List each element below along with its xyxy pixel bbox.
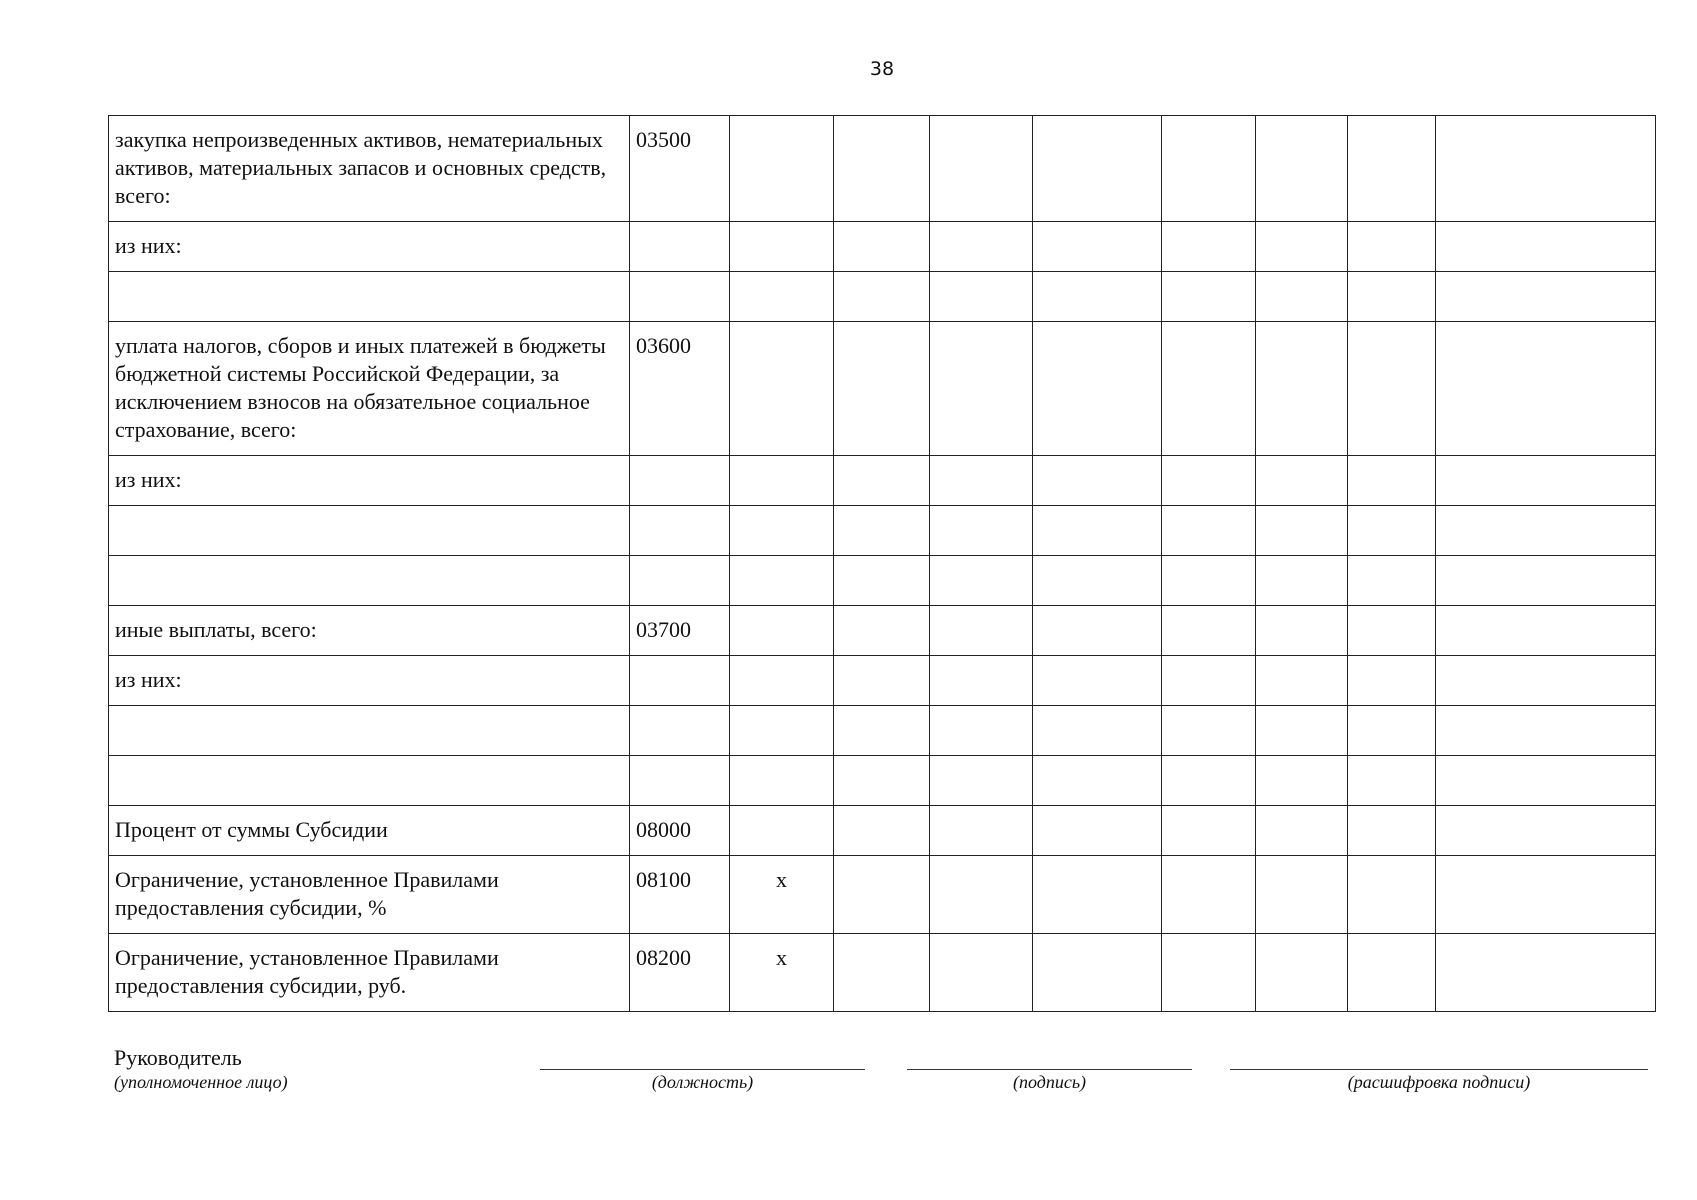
table-cell bbox=[834, 456, 930, 506]
table-cell bbox=[1348, 272, 1436, 322]
table-cell bbox=[1033, 322, 1162, 456]
row-code bbox=[630, 222, 730, 272]
table-cell bbox=[1348, 806, 1436, 856]
table-row bbox=[109, 606, 1656, 656]
table-cell bbox=[1033, 606, 1162, 656]
table-cell bbox=[1033, 934, 1162, 1012]
table-cell bbox=[1256, 756, 1348, 806]
row-cell-3 bbox=[730, 116, 834, 222]
table-cell bbox=[1348, 222, 1436, 272]
table-cell bbox=[1033, 856, 1162, 934]
table-cell bbox=[1033, 456, 1162, 506]
table-cell bbox=[1256, 116, 1348, 222]
table-cell bbox=[1162, 656, 1256, 706]
table-cell bbox=[930, 556, 1033, 606]
row-code bbox=[630, 556, 730, 606]
table-cell bbox=[1436, 456, 1656, 506]
table-cell bbox=[1256, 656, 1348, 706]
table-cell bbox=[1162, 456, 1256, 506]
table-cell bbox=[1436, 116, 1656, 222]
row-cell-3 bbox=[730, 806, 834, 856]
table-cell bbox=[1162, 272, 1256, 322]
row-cell-3 bbox=[730, 556, 834, 606]
row-cell-3 bbox=[730, 706, 834, 756]
table-cell bbox=[1162, 856, 1256, 934]
table-cell bbox=[1348, 116, 1436, 222]
table-cell bbox=[930, 272, 1033, 322]
table-cell bbox=[834, 116, 930, 222]
row-label bbox=[109, 272, 630, 322]
signature-block bbox=[0, 1045, 1697, 1105]
table-cell bbox=[1348, 856, 1436, 934]
table-cell bbox=[834, 706, 930, 756]
table-cell bbox=[834, 606, 930, 656]
decoding-line[interactable] bbox=[1230, 1069, 1648, 1070]
signature-line[interactable] bbox=[907, 1069, 1192, 1070]
row-code: 03700 bbox=[630, 606, 730, 656]
table-cell bbox=[1162, 756, 1256, 806]
table-cell bbox=[1436, 556, 1656, 606]
table-cell bbox=[834, 506, 930, 556]
table-cell bbox=[1162, 556, 1256, 606]
table-cell bbox=[1162, 222, 1256, 272]
table-cell bbox=[834, 322, 930, 456]
row-cell-3 bbox=[730, 756, 834, 806]
table-cell bbox=[834, 756, 930, 806]
row-label: Процент от суммы Субсидии bbox=[109, 806, 630, 856]
table-cell bbox=[930, 116, 1033, 222]
table-row bbox=[109, 706, 1656, 756]
table-cell bbox=[1436, 856, 1656, 934]
row-label: Ограничение, установленное Правилами предоставления субсидии, руб. bbox=[109, 934, 630, 1012]
table-cell bbox=[1436, 272, 1656, 322]
row-label: закупка непроизведенных активов, нематериальных активов, материальных запасов и основных средств, всего: bbox=[109, 116, 630, 222]
table-cell bbox=[930, 222, 1033, 272]
table-row bbox=[109, 456, 1656, 506]
table-cell bbox=[1436, 506, 1656, 556]
row-cell-3 bbox=[730, 456, 834, 506]
row-code bbox=[630, 656, 730, 706]
table-cell bbox=[930, 506, 1033, 556]
table-cell bbox=[1033, 506, 1162, 556]
table-cell bbox=[1348, 934, 1436, 1012]
row-label bbox=[109, 556, 630, 606]
table-row bbox=[109, 506, 1656, 556]
table-row bbox=[109, 556, 1656, 606]
table-row bbox=[109, 934, 1656, 1012]
table-cell bbox=[1436, 934, 1656, 1012]
table-row bbox=[109, 806, 1656, 856]
row-cell-3 bbox=[730, 272, 834, 322]
row-label: уплата налогов, сборов и иных платежей в бюджеты бюджетной системы Российской Федерации, за исключением взносов на обязательное социальное страхование, всего: bbox=[109, 322, 630, 456]
table-cell bbox=[1436, 756, 1656, 806]
position-caption: (должность) bbox=[651, 1072, 754, 1092]
table-cell bbox=[1162, 116, 1256, 222]
table-cell bbox=[1436, 706, 1656, 756]
table-cell bbox=[1348, 756, 1436, 806]
table-cell bbox=[930, 606, 1033, 656]
table-cell bbox=[1256, 706, 1348, 756]
row-label bbox=[109, 706, 630, 756]
row-cell-3: x bbox=[730, 934, 834, 1012]
table-cell bbox=[1162, 934, 1256, 1012]
table-cell bbox=[834, 934, 930, 1012]
table-cell bbox=[1033, 656, 1162, 706]
row-cell-3: x bbox=[730, 856, 834, 934]
table-row bbox=[109, 656, 1656, 706]
table-cell bbox=[1162, 706, 1256, 756]
table-cell bbox=[1162, 506, 1256, 556]
table-cell bbox=[1256, 606, 1348, 656]
table-cell bbox=[1436, 806, 1656, 856]
row-code: 08100 bbox=[630, 856, 730, 934]
table-row bbox=[109, 272, 1656, 322]
row-code: 03500 bbox=[630, 116, 730, 222]
table-cell bbox=[1033, 756, 1162, 806]
table-cell bbox=[834, 656, 930, 706]
table-cell bbox=[1033, 556, 1162, 606]
table-cell bbox=[1348, 322, 1436, 456]
table-cell bbox=[1256, 934, 1348, 1012]
table-cell bbox=[1256, 806, 1348, 856]
table-cell bbox=[1256, 456, 1348, 506]
table-cell bbox=[1436, 222, 1656, 272]
table-cell bbox=[1033, 222, 1162, 272]
position-line[interactable] bbox=[540, 1069, 865, 1070]
table-cell bbox=[1348, 656, 1436, 706]
row-label: из них: bbox=[109, 656, 630, 706]
table-cell bbox=[1256, 322, 1348, 456]
row-label bbox=[109, 756, 630, 806]
row-code: 03600 bbox=[630, 322, 730, 456]
table-cell bbox=[1256, 272, 1348, 322]
table-cell bbox=[1256, 856, 1348, 934]
table-cell bbox=[1033, 272, 1162, 322]
table-cell bbox=[930, 456, 1033, 506]
table-cell bbox=[1436, 606, 1656, 656]
table-cell bbox=[834, 556, 930, 606]
page-number: 38 bbox=[869, 58, 895, 80]
table-row bbox=[109, 222, 1656, 272]
row-label: Ограничение, установленное Правилами предоставления субсидии, % bbox=[109, 856, 630, 934]
table-cell bbox=[1033, 806, 1162, 856]
row-cell-3 bbox=[730, 606, 834, 656]
row-label bbox=[109, 506, 630, 556]
decoding-caption: (расшифровка подписи) bbox=[1347, 1072, 1531, 1092]
row-code bbox=[630, 272, 730, 322]
table-cell bbox=[930, 856, 1033, 934]
table-row bbox=[109, 756, 1656, 806]
table-row bbox=[109, 116, 1656, 222]
table-cell bbox=[834, 222, 930, 272]
table-row bbox=[109, 856, 1656, 934]
table-cell bbox=[1348, 456, 1436, 506]
row-cell-3 bbox=[730, 322, 834, 456]
table-cell bbox=[1162, 806, 1256, 856]
table-cell bbox=[834, 806, 930, 856]
table-cell bbox=[834, 272, 930, 322]
table-cell bbox=[1162, 322, 1256, 456]
table-cell bbox=[1033, 706, 1162, 756]
table-cell bbox=[1256, 556, 1348, 606]
table-cell bbox=[1256, 506, 1348, 556]
table-cell bbox=[930, 322, 1033, 456]
row-code: 08000 bbox=[630, 806, 730, 856]
row-code bbox=[630, 706, 730, 756]
table-cell bbox=[930, 656, 1033, 706]
table-cell bbox=[930, 706, 1033, 756]
table-cell bbox=[1436, 322, 1656, 456]
table-cell bbox=[1436, 656, 1656, 706]
table-cell bbox=[930, 756, 1033, 806]
row-label: из них: bbox=[109, 222, 630, 272]
row-cell-3 bbox=[730, 656, 834, 706]
table-cell bbox=[1033, 116, 1162, 222]
row-code bbox=[630, 756, 730, 806]
row-code bbox=[630, 456, 730, 506]
table-cell bbox=[930, 934, 1033, 1012]
table-cell bbox=[1348, 556, 1436, 606]
report-table bbox=[108, 115, 1656, 1012]
table-cell bbox=[1348, 506, 1436, 556]
row-label: из них: bbox=[109, 456, 630, 506]
table-row bbox=[109, 322, 1656, 456]
table-cell bbox=[1256, 222, 1348, 272]
table-cell bbox=[1162, 606, 1256, 656]
row-code bbox=[630, 506, 730, 556]
table-cell bbox=[834, 856, 930, 934]
signatory-title: Руководитель bbox=[114, 1045, 242, 1070]
row-cell-3 bbox=[730, 506, 834, 556]
table-cell bbox=[1348, 606, 1436, 656]
row-cell-3 bbox=[730, 222, 834, 272]
row-label: иные выплаты, всего: bbox=[109, 606, 630, 656]
table-cell bbox=[1348, 706, 1436, 756]
signature-caption: (подпись) bbox=[1012, 1072, 1087, 1092]
signatory-subtitle: (уполномоченное лицо) bbox=[114, 1072, 288, 1092]
row-code: 08200 bbox=[630, 934, 730, 1012]
table-cell bbox=[930, 806, 1033, 856]
